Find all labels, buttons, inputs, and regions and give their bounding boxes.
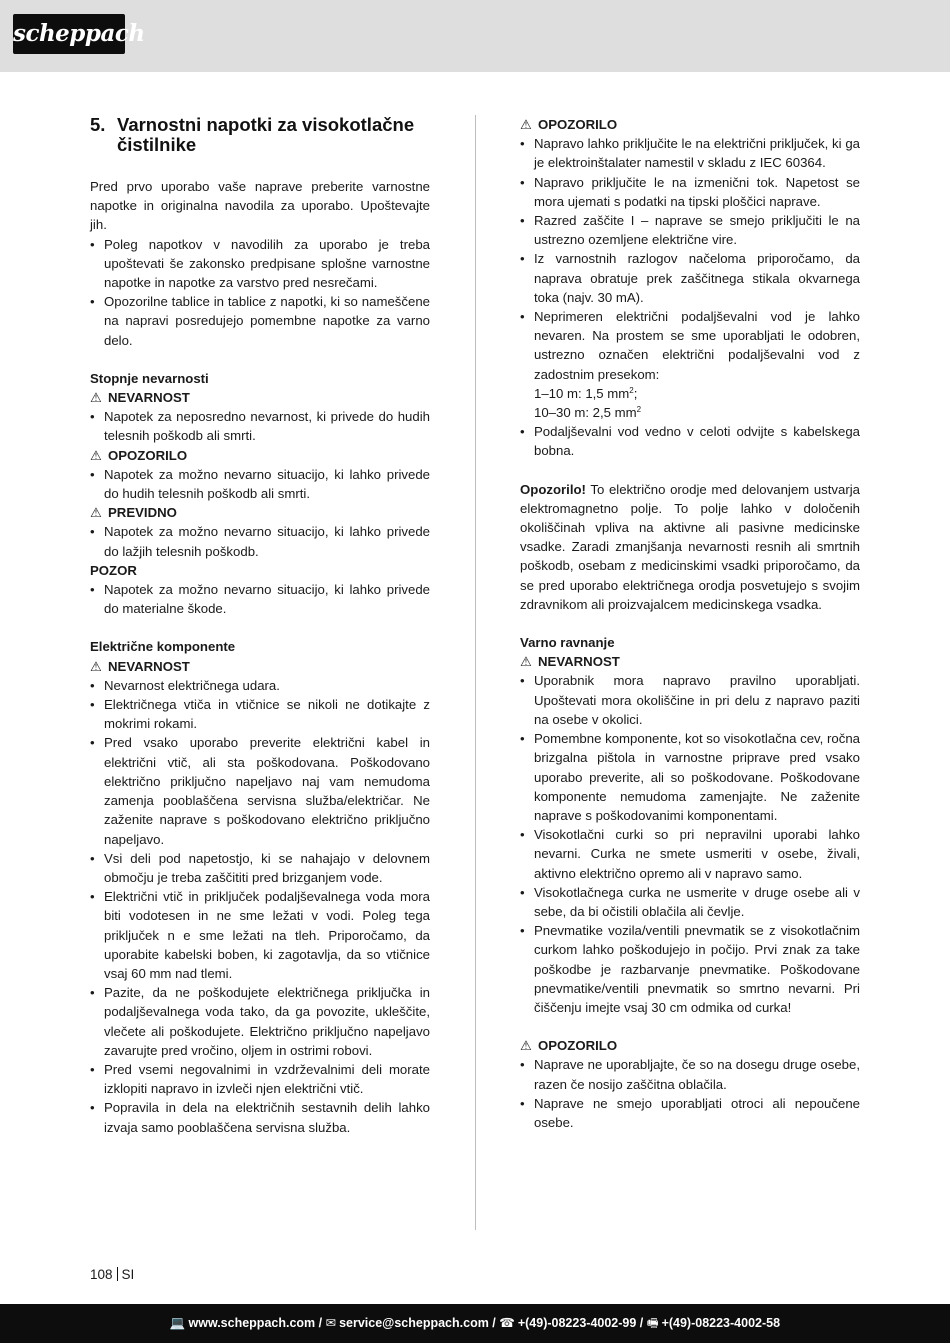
scheppach-logo: scheppach: [13, 14, 125, 54]
cable-spec-1: 1–10 m: 1,5 $mm^2$;: [534, 385, 638, 401]
list-item: • Naprave ne uporabljajte, če so na dosegu druge osebe, razen če nosijo zaščitna oblačila.: [520, 1055, 860, 1093]
list-item: • Naprave ne smejo uporabljati otroci ali nepoučene osebe.: [520, 1094, 860, 1132]
list-item: • Pnevmatike vozila/ventili pnevmatik se z visokotlačnim curkom lahko poškodujejo in počijo. Prvi znak za take poškodbe je razbarvanje pnevmatike. Poškodovane pnevmatike/ventili pnevmatik so smrtno nevarni. Pri čiščenju imejte vsaj 30 cm odmika od curka!: [520, 921, 860, 1017]
section-number: 5.: [90, 114, 106, 135]
list-item: • Uporabnik mora napravo pravilno uporabljati. Upoštevati mora okoliščine in pri delu z napravo paziti na osebe v okolici.: [520, 671, 860, 729]
right-column: [520, 115, 860, 1132]
section-title-text: Varnostni napotki za visokotlačne čistilnike: [117, 114, 415, 155]
footer-web-link[interactable]: www.scheppach.com: [188, 1316, 316, 1330]
warning-triangle-icon: ⚠: [90, 658, 102, 674]
warning-triangle-icon: ⚠: [520, 654, 532, 670]
list-item: • Popravila in dela na električnih sestavnih delih lahko izvaja samo pooblaščena servisna služba.: [90, 1098, 430, 1136]
left-column: [90, 115, 430, 1137]
hazard-label-caution: ⚠ PREVIDNO: [90, 503, 430, 522]
intro-paragraph: Pred prvo uporabo vaše naprave preberite varnostne napotke in originalna navodila za uporabo. Upoštevajte jih.: [90, 179, 430, 233]
page-number: 108 SI: [90, 1267, 135, 1282]
list-item: [520, 307, 860, 422]
warning-triangle-icon: ⚠: [520, 117, 532, 132]
list-item: • Pred vsemi negovalnimi in vzdrževalnimi deli morate izklopiti napravo in izvleči njen električni vtič.: [90, 1060, 430, 1098]
hazard-label-warning: ⚠ OPOZORILO: [90, 446, 430, 465]
hazard-list-caution: [90, 522, 430, 560]
emf-paragraph: Opozorilo! To električno orodje med delovanjem ustvarja elektromagnetno polje. To polje lahko v določenih okoliščinah vpliva na aktivne ali pasivne medicinske vsadke. Zaradi zmanjšanja nevarnosti resnih ali smrtnih poškodb, osebam z medicinskimi vsadki priporočamo, da se pred uporabo električnega orodja posvetujejo s svojim zdravnikom ali proizvajalcem medicinskega vsadka.: [520, 481, 860, 612]
emf-lead: Opozorilo!: [520, 481, 586, 497]
list-item: • Poleg napotkov v navodilih za uporabo je treba upoštevati še zakonsko predpisane splošne varnostne napotke in napotke za varstvo pred nesrečami.: [90, 235, 430, 293]
list-item: • Podaljševalni vod vedno v celoti odvijte s kabelskega bobna.: [520, 422, 860, 460]
power-list: [520, 134, 860, 460]
warning-triangle-icon: ⚠: [90, 447, 102, 463]
hazard-label-notice: POZOR: [90, 562, 137, 578]
footer-fax: +(49)-08223-4002-58: [661, 1316, 781, 1330]
monitor-icon: 💻: [169, 1316, 186, 1330]
footer-phone: +(49)-08223-4002-99: [517, 1316, 637, 1330]
list-item: • Vsi deli pod napetostjo, ki se nahajajo v delovnem območju je treba zaščititi pred brizganjem vode.: [90, 849, 430, 887]
bystander-list: [520, 1055, 860, 1132]
list-item: • Razred zaščite I – naprave se smejo priključiti le na ustrezno ozemljene električne vire.: [520, 211, 860, 249]
electric-components-heading: Električne komponente: [90, 639, 236, 655]
intro-list: [90, 235, 430, 350]
handling-list: [520, 671, 860, 1017]
warning-label: ⚠ OPOZORILO: [520, 115, 860, 134]
hazard-list-danger: [90, 407, 430, 445]
list-item: • Napotek za neposredno nevarnost, ki privede do hudih telesnih poškodb ali smrti.: [90, 407, 430, 445]
phone-icon: ☎: [499, 1316, 515, 1330]
list-item: • Pomembne komponente, kot so visokotlačna cev, ročna brizgalna pištola in varnostne priprave pred vsako uporabo preverite, ali so poškodovane. Poškodovane komponente nemudoma zamenjajte. Ne zaženite naprave s poškodovanimi komponentami.: [520, 729, 860, 825]
list-item: • Napotek za možno nevarno situacijo, ki lahko privede do hudih telesnih poškodb ali smrti.: [90, 465, 430, 503]
list-item: • Iz varnostnih razlogov načeloma priporočamo, da naprava obratuje prek zaščitnega stikala okvarnega toka (najv. 30 mA).: [520, 249, 860, 307]
list-item: • Napravo priključite le na izmenični tok. Napetost se mora ujemati s podatki na tipski ploščici naprave.: [520, 173, 860, 211]
mail-icon: ✉: [325, 1316, 337, 1330]
electric-list: [90, 676, 430, 1137]
cable-text: Neprimeren električni podaljševalni vod je lahko nevaren. Na prostem se sme uporabljati le odobren, ustrezno označen električni podaljševalni vod z zadostnim presekom:: [534, 309, 860, 382]
section-title: [90, 115, 430, 155]
list-item: • Električni vtič in priključek podaljševalnega voda mora biti vodotesen in ne sme ležati v vodi. Poleg tega priključek n e sme ležati na tleh. Priporočamo, da uporabite kabelski boben, ki zagotavlja, da so vtičnice vsaj 60 mm nad tlemi.: [90, 887, 430, 983]
hazard-list-warning: [90, 465, 430, 503]
hazard-list-notice: [90, 580, 430, 618]
list-item: • Opozorilne tablice in tablice z napotki, ki so nameščene na napravi posredujejo pomembne napotke za varno delo.: [90, 292, 430, 350]
list-item: • Visokotlačni curki so pri nepravilni uporabi lahko nevarni. Curka ne smete usmeriti v osebe, živali, aktivno električno opremo ali v napravo samo.: [520, 825, 860, 883]
warning-triangle-icon: ⚠: [520, 1038, 532, 1054]
list-item: • Pred vsako uporabo preverite električni kabel in električni vtič, ali sta poškodovana. Poškodovano električno priključno napeljavo naj vam nemudoma zamenja pooblaščena servisna služba/električar. Ne zaženite naprave s poškodovano električno priključno napeljavo.: [90, 733, 430, 848]
list-item: • Napravo lahko priključite le na električni priključek, ki ga je elektroinštalater namestil v skladu z IEC 60364.: [520, 134, 860, 172]
warning-triangle-icon: ⚠: [90, 390, 102, 406]
list-item: • Pazite, da ne poškodujete električnega priključka in podaljševalnega voda tako, da ga povozite, ukleščite, vlečete ali poškodujete. Električno priključno napeljavo zavarujte pred vročino, oljem in ostrimi robovi.: [90, 983, 430, 1060]
fax-icon: 🖷: [646, 1316, 659, 1330]
footer-bar: 💻 www.scheppach.com / ✉ service@scheppach.com / ☎ +(49)-08223-4002-99 / 🖷 +(49)-08223-4002-58: [0, 1304, 950, 1343]
footer-email-link[interactable]: service@scheppach.com: [339, 1316, 489, 1330]
header-bar: [0, 0, 950, 72]
cable-spec-2: 10–30 m: 2,5 $mm^2$: [534, 405, 642, 421]
safe-handling-heading: Varno ravnanje: [520, 635, 615, 651]
column-divider: [475, 115, 476, 1230]
list-item: • Napotek za možno nevarno situacijo, ki lahko privede do materialne škode.: [90, 580, 430, 618]
electric-warning-label: ⚠ NEVARNOST: [90, 657, 430, 676]
warning-label-2: ⚠ OPOZORILO: [520, 1036, 860, 1055]
warning-triangle-icon: ⚠: [90, 505, 102, 521]
list-item: • Nevarnost električnega udara.: [90, 676, 430, 695]
handling-warning-label: ⚠ NEVARNOST: [520, 652, 860, 671]
list-item: • Električnega vtiča in vtičnice se nikoli ne dotikajte z mokrimi rokami.: [90, 695, 430, 733]
hazard-label-danger: ⚠ NEVARNOST: [90, 388, 430, 407]
hazard-levels-heading: Stopnje nevarnosti: [90, 370, 209, 386]
list-item: • Napotek za možno nevarno situacijo, ki lahko privede do lažjih telesnih poškodb.: [90, 522, 430, 560]
list-item: • Visokotlačnega curka ne usmerite v druge osebe ali v sebe, da bi očistili oblačila ali čevlje.: [520, 883, 860, 921]
